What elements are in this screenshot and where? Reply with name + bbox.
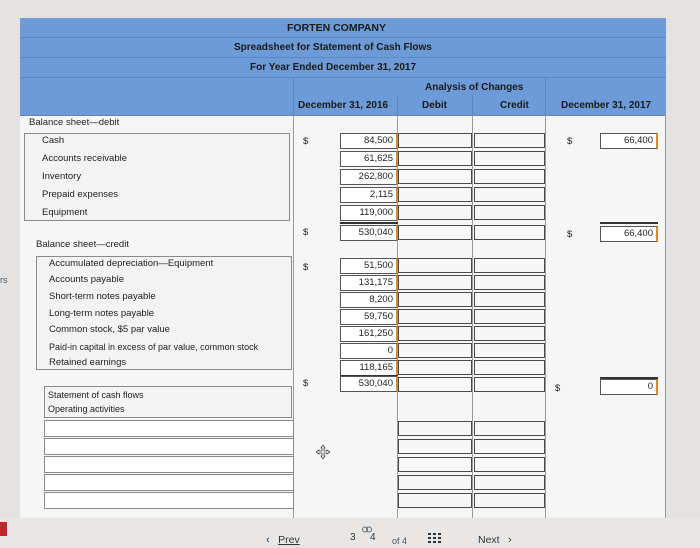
credit-cell[interactable] bbox=[474, 421, 545, 436]
value-2017: 66,400 bbox=[623, 135, 653, 146]
dollar-sign: $ bbox=[303, 262, 309, 273]
debit-cell[interactable] bbox=[398, 343, 472, 358]
total-rule bbox=[600, 222, 658, 224]
value-2016-input[interactable] bbox=[340, 292, 398, 308]
debit-cell[interactable] bbox=[398, 258, 472, 273]
move-cursor-icon bbox=[316, 445, 330, 464]
credit-cell[interactable] bbox=[474, 439, 545, 454]
dollar-sign: $ bbox=[303, 227, 309, 238]
value-2016-input[interactable] bbox=[340, 309, 398, 325]
col-divider bbox=[665, 115, 666, 518]
dollar-sign: $ bbox=[303, 378, 309, 389]
debit-cell[interactable] bbox=[398, 292, 472, 307]
debit-cell[interactable] bbox=[398, 457, 472, 472]
row-label: Equipment bbox=[42, 207, 88, 218]
total-2016: 530,040 bbox=[358, 227, 393, 238]
page-of: of 4 bbox=[392, 536, 408, 546]
cashflow-label-input[interactable] bbox=[44, 438, 294, 455]
credit-cell[interactable] bbox=[474, 205, 545, 220]
cashflow-label-input[interactable] bbox=[44, 420, 294, 437]
col-divider bbox=[472, 115, 473, 518]
credit-cell[interactable] bbox=[474, 258, 545, 273]
value-2016-input[interactable] bbox=[340, 151, 398, 167]
page-next[interactable]: 4 bbox=[370, 532, 376, 543]
row-label: Accumulated depreciation—Equipment bbox=[49, 258, 214, 269]
total-2017-input[interactable] bbox=[600, 379, 658, 395]
debit-cell[interactable] bbox=[398, 421, 472, 436]
credit-section-title: Balance sheet—credit bbox=[36, 239, 129, 250]
value-2016: 61,625 bbox=[363, 153, 393, 164]
value-2016: 51,500 bbox=[363, 260, 393, 271]
cashflow-title: Statement of cash flows bbox=[48, 390, 144, 400]
total-2017-input[interactable] bbox=[600, 226, 658, 242]
side-fragment: rs bbox=[0, 275, 8, 285]
total-2017: 0 bbox=[647, 381, 653, 392]
col-divider bbox=[545, 115, 546, 518]
cashflow-label-input[interactable] bbox=[44, 474, 294, 491]
chevron-left-icon: ‹ bbox=[266, 534, 270, 546]
prev-button[interactable] bbox=[266, 530, 300, 546]
value-2016-input[interactable] bbox=[340, 205, 398, 221]
value-2016: 161,250 bbox=[358, 328, 393, 339]
page-current[interactable]: 3 bbox=[350, 532, 356, 543]
credit-cell[interactable] bbox=[474, 343, 545, 358]
debit-cell[interactable] bbox=[398, 439, 472, 454]
value-2016: 131,175 bbox=[358, 277, 393, 288]
next-label: Next bbox=[478, 534, 500, 546]
header-divider bbox=[397, 95, 398, 115]
row-label: Accounts receivable bbox=[42, 153, 128, 164]
value-2016: 2,115 bbox=[369, 189, 393, 200]
value-2016-input[interactable] bbox=[340, 360, 398, 376]
value-2016: 262,800 bbox=[358, 171, 393, 182]
period-title: For Year Ended December 31, 2017 bbox=[250, 62, 417, 73]
col-header-debit: Debit bbox=[422, 100, 447, 111]
value-2016-input[interactable] bbox=[340, 326, 398, 342]
col-header-2017: December 31, 2017 bbox=[561, 100, 652, 111]
row-label: Accounts payable bbox=[49, 274, 124, 285]
spreadsheet-title: Spreadsheet for Statement of Cash Flows bbox=[234, 42, 432, 53]
dollar-sign: $ bbox=[303, 136, 309, 147]
company-name: FORTEN COMPANY bbox=[287, 22, 386, 34]
credit-cell[interactable] bbox=[474, 292, 545, 307]
credit-cell[interactable] bbox=[474, 326, 545, 341]
value-2016-input[interactable] bbox=[340, 258, 398, 274]
row-label: Common stock, $5 par value bbox=[49, 324, 170, 335]
debit-cell[interactable] bbox=[398, 275, 472, 290]
credit-total-cell[interactable] bbox=[474, 225, 545, 240]
row-label: Prepaid expenses bbox=[42, 189, 119, 200]
dollar-sign: $ bbox=[567, 229, 573, 240]
row-label: Retained earnings bbox=[49, 357, 127, 368]
value-2016: 84,500 bbox=[363, 135, 393, 146]
debit-total-cell[interactable] bbox=[398, 225, 472, 240]
value-2016: 0 bbox=[387, 345, 393, 356]
value-2016: 118,165 bbox=[359, 362, 393, 373]
debit-cell[interactable] bbox=[398, 169, 472, 184]
value-2016-input[interactable] bbox=[340, 169, 398, 185]
value-2016: 59,750 bbox=[363, 311, 393, 322]
value-2016-input[interactable] bbox=[340, 133, 398, 149]
cashflow-subtitle: Operating activities bbox=[48, 404, 125, 414]
debit-cell[interactable] bbox=[398, 205, 472, 220]
row-label: Short-term notes payable bbox=[49, 291, 156, 302]
dollar-sign: $ bbox=[567, 136, 573, 147]
value-2016: 119,000 bbox=[359, 207, 393, 218]
row-label: Long-term notes payable bbox=[49, 308, 155, 319]
row-label: Paid-in capital in excess of par value, common stock bbox=[49, 342, 259, 352]
value-2016-input[interactable] bbox=[340, 275, 398, 291]
col-header-2016: December 31, 2016 bbox=[298, 100, 389, 111]
credit-cell[interactable] bbox=[474, 187, 545, 202]
credit-cell[interactable] bbox=[474, 169, 545, 184]
value-2016: 8,200 bbox=[369, 294, 393, 305]
col-header-credit: Credit bbox=[500, 100, 529, 111]
credit-cell[interactable] bbox=[474, 475, 545, 490]
dollar-sign: $ bbox=[555, 383, 561, 394]
total-2017: 66,400 bbox=[623, 228, 653, 239]
credit-cell[interactable] bbox=[474, 151, 545, 166]
header-divider bbox=[293, 78, 294, 115]
debit-cell[interactable] bbox=[398, 326, 472, 341]
row-label: Cash bbox=[42, 135, 65, 146]
row-label: Inventory bbox=[42, 171, 82, 182]
header-divider bbox=[545, 78, 546, 115]
debit-cell[interactable] bbox=[398, 133, 472, 148]
total-2016: 530,040 bbox=[358, 378, 393, 389]
value-2016-input[interactable] bbox=[340, 187, 398, 203]
credit-total-cell[interactable] bbox=[474, 377, 545, 392]
header-divider bbox=[472, 95, 473, 115]
debit-cell[interactable] bbox=[398, 493, 472, 508]
cashflow-label-input[interactable] bbox=[44, 492, 294, 509]
total-rule bbox=[340, 222, 398, 224]
debit-cell[interactable] bbox=[398, 187, 472, 202]
debit-section-title: Balance sheet—debit bbox=[29, 117, 120, 128]
cashflow-label-input[interactable] bbox=[44, 456, 294, 473]
analysis-of-changes-header: Analysis of Changes bbox=[425, 82, 524, 93]
credit-cell[interactable] bbox=[474, 275, 545, 290]
debit-cell[interactable] bbox=[398, 360, 472, 375]
debit-total-cell[interactable] bbox=[398, 377, 472, 392]
side-tab-marker bbox=[0, 522, 7, 536]
value-2016-input[interactable] bbox=[340, 343, 398, 359]
debit-cell[interactable] bbox=[398, 151, 472, 166]
value-2017-input[interactable] bbox=[600, 133, 658, 149]
next-button[interactable] bbox=[478, 530, 512, 544]
credit-cell[interactable] bbox=[474, 457, 545, 472]
credit-cell[interactable] bbox=[474, 309, 545, 324]
credit-cell[interactable] bbox=[474, 133, 545, 148]
grid-view-icon[interactable] bbox=[428, 530, 442, 548]
debit-cell[interactable] bbox=[398, 475, 472, 490]
credit-cell[interactable] bbox=[474, 360, 545, 375]
total-2016-input[interactable] bbox=[340, 376, 398, 392]
credit-cell[interactable] bbox=[474, 493, 545, 508]
debit-cell[interactable] bbox=[398, 309, 472, 324]
prev-label: Prev bbox=[278, 534, 300, 546]
chevron-right-icon: › bbox=[508, 534, 512, 546]
total-2016-input[interactable] bbox=[340, 225, 398, 241]
